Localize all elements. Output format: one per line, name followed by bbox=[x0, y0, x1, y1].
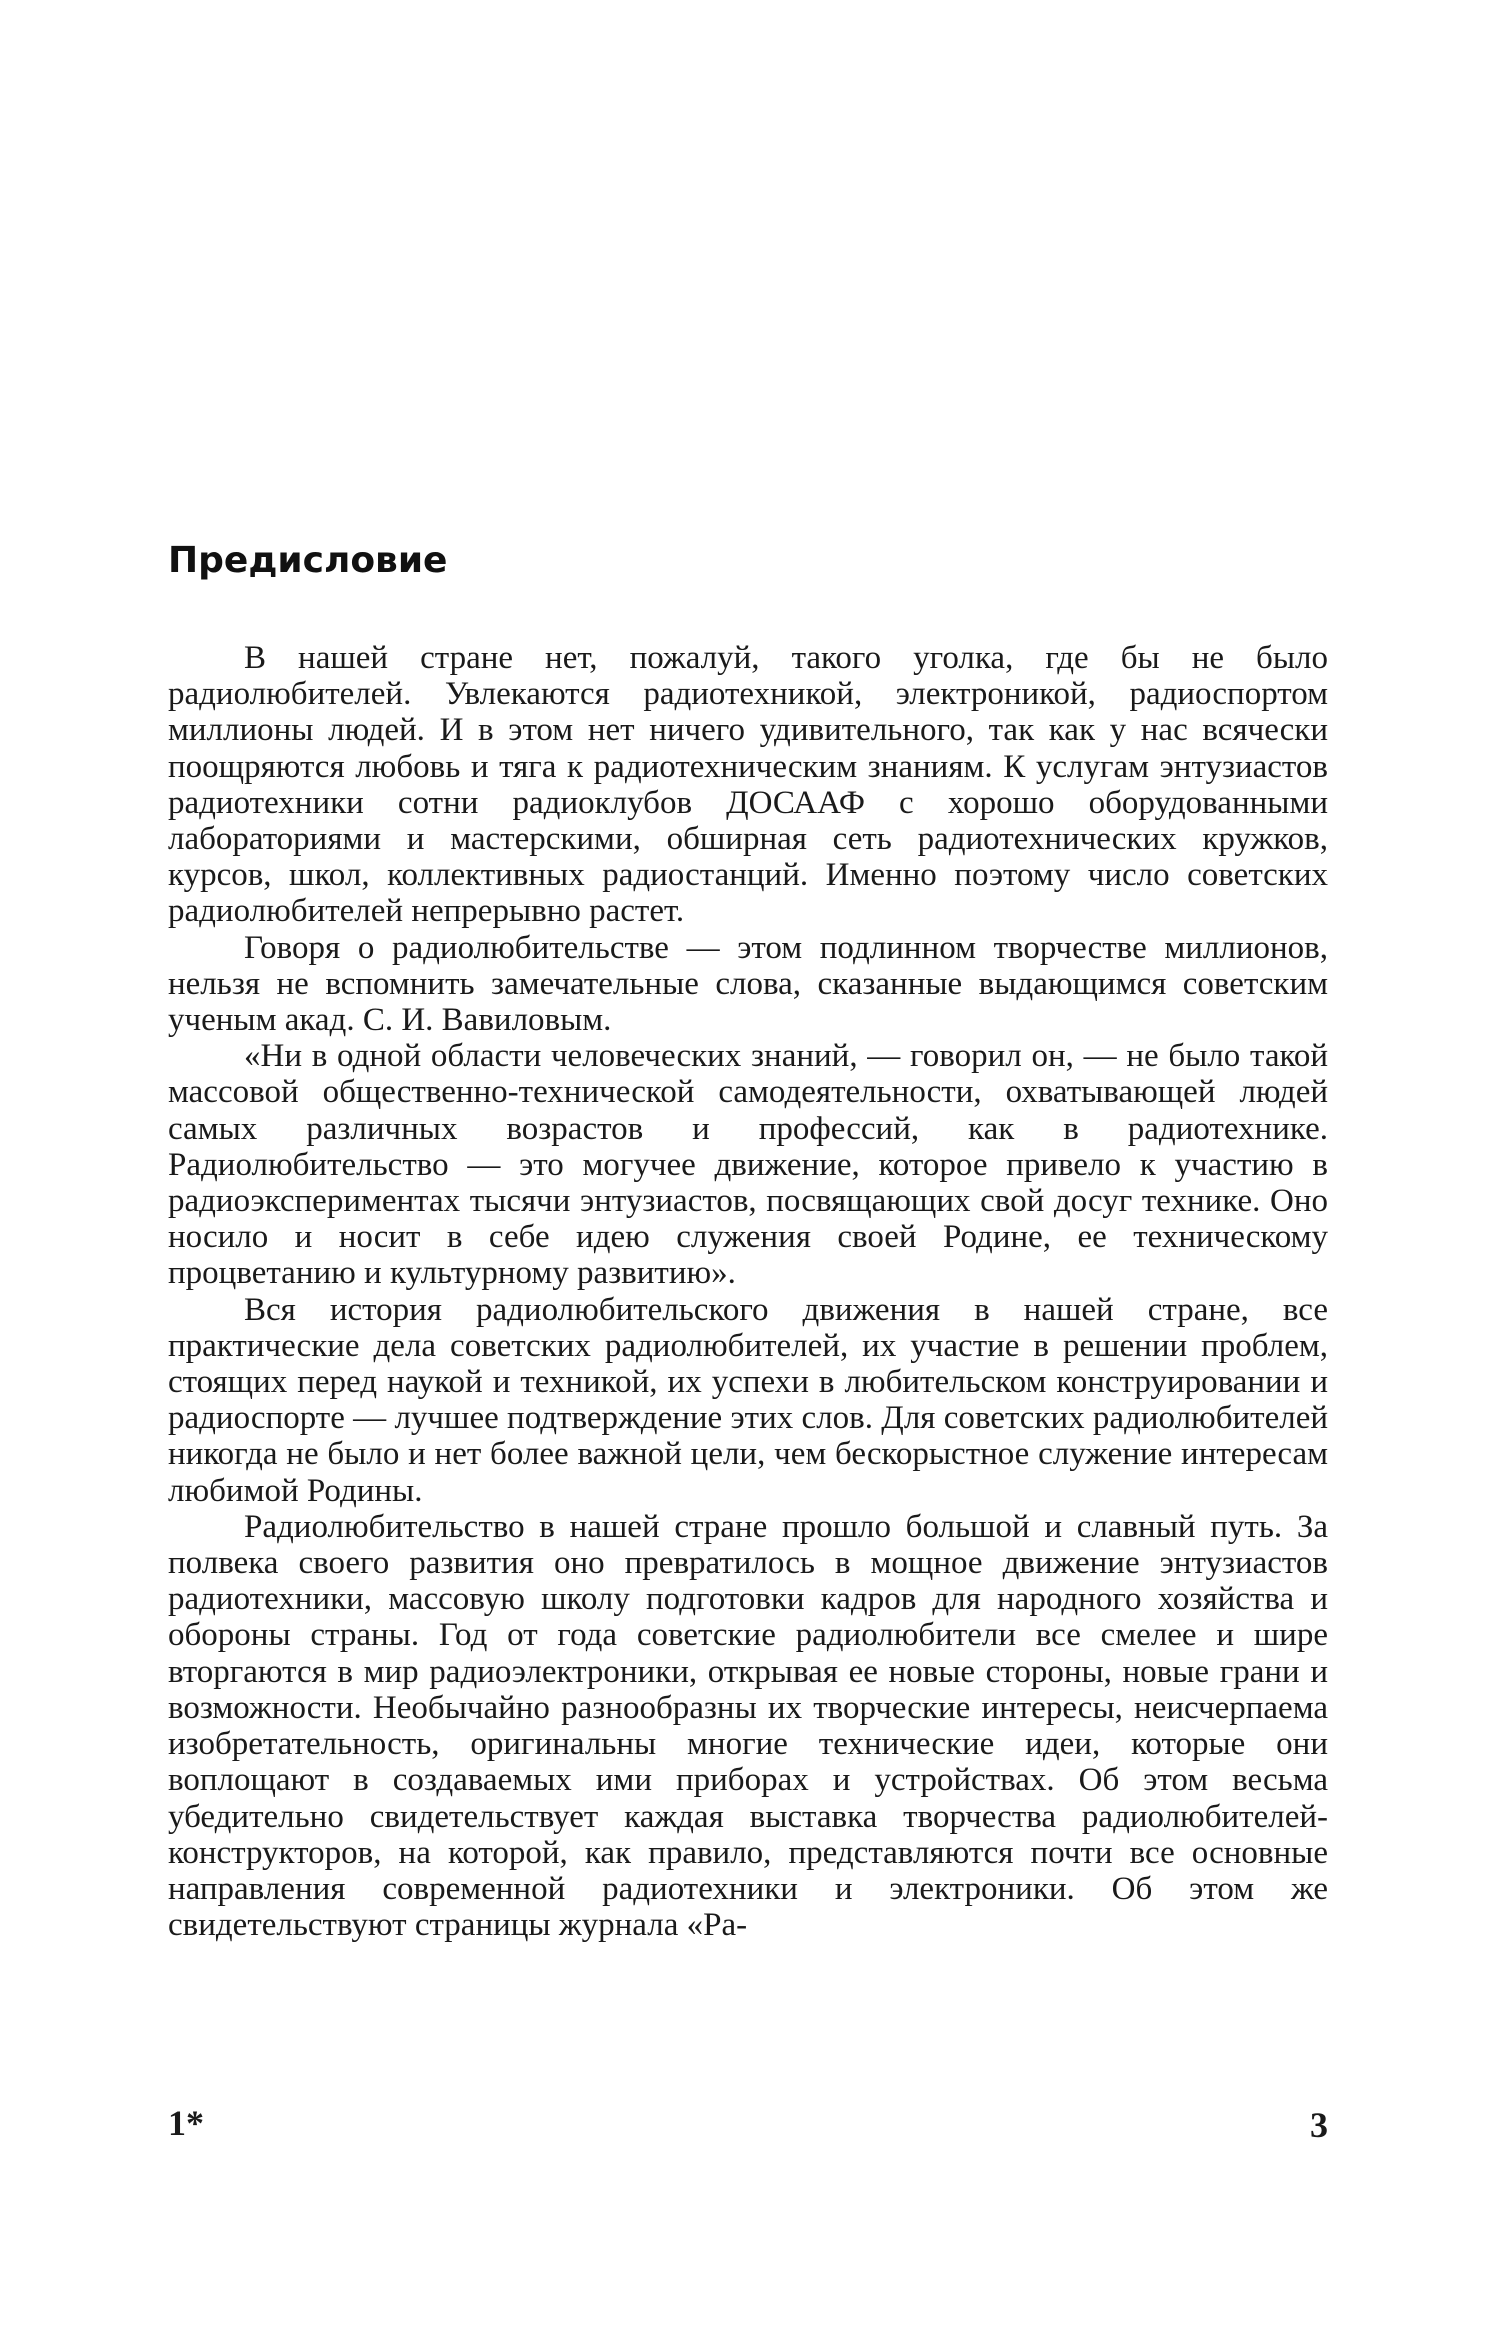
page-title: Предисловие bbox=[168, 540, 448, 581]
paragraph: Вся история радиолюбительского движения в нашей стране, все практические дела советских радиолюбителей, их участие в решении проблем, стоящих перед наукой и техникой, их успехи в любительском конструировании и радиоспорте — лучшее подтверждение этих слов. Для советских радиолюбителей никогда не было и нет более важной цели, чем бескорыстное служение интересам любимой Родины. bbox=[168, 1291, 1328, 1509]
page-number: 3 bbox=[1310, 2105, 1328, 2145]
signature-mark: 1* bbox=[168, 2103, 204, 2143]
paragraph: «Ни в одной области человеческих знаний, — говорил он, — не было такой массовой общественно-технической самодеятельности, охватывающей людей самых различных возрастов и профессий, как в радиотехнике. Радиолюбительство — это могучее движение, которое привело к участию в радиоэкспериментах тысячи энтузиастов, посвящающих свой досуг технике. Оно носило и носит в себе идею служения своей Родине, ее техническому процветанию и культурному развитию». bbox=[168, 1038, 1328, 1292]
paragraph: Говоря о радиолюбительстве — этом подлинном творчестве миллионов, нельзя не вспомнить замечательные слова, сказанные выдающимся советским ученым акад. С. И. Вавиловым. bbox=[168, 929, 1328, 1039]
body-text bbox=[168, 640, 1328, 1943]
paragraph: Радиолюбительство в нашей стране прошло большой и славный путь. За полвека своего развития оно превратилось в мощное движение энтузиастов радиотехники, массовую школу подготовки кадров для народного хозяйства и обороны страны. Год от года советские радиолюбители все смелее и шире вторгаются в мир радиоэлектроники, открывая ее новые стороны, новые грани и возможности. Необычайно разнообразны их творческие интересы, неисчерпаема изобретательность, оригинальны многие технические идеи, которые они воплощают в создаваемых ими приборах и устройствах. Об этом весьма убедительно свидетельствует каждая выставка творчества радиолюбителей-конструкторов, на которой, как правило, представляются почти все основные направления современной радиотехники и электроники. Об этом же свидетельствуют страницы журнала «Ра- bbox=[168, 1508, 1328, 1944]
paragraph: В нашей стране нет, пожалуй, такого уголка, где бы не было радиолюбителей. Увлекаются радиотехникой, электроникой, радиоспортом миллионы людей. И в этом нет ничего удивительного, так как у нас всячески поощряются любовь и тяга к радиотехническим знаниям. К услугам энтузиастов радиотехники сотни радиоклубов ДОСААФ с хорошо оборудованными лабораториями и мастерскими, обширная сеть радиотехнических кружков, курсов, школ, коллективных радиостанций. Именно поэтому число советских радиолюбителей непрерывно растет. bbox=[168, 640, 1328, 930]
